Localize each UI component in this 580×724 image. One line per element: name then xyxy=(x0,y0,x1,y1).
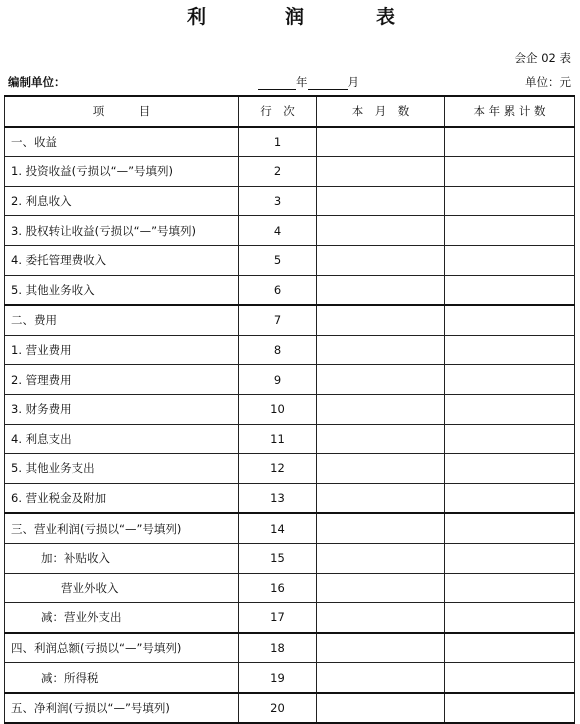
row-number: 16 xyxy=(239,573,317,603)
title-char: 润 xyxy=(285,6,305,28)
year-to-date-cell[interactable] xyxy=(445,245,575,275)
row-item-label: 四、利润总额(亏损以“—”号填列) xyxy=(5,633,239,663)
column-header-year-to-date: 本 年 累 计 数 xyxy=(445,96,575,127)
current-month-cell[interactable] xyxy=(317,305,445,335)
title-char: 表 xyxy=(376,6,396,28)
table-row xyxy=(5,424,575,454)
table-row xyxy=(5,693,575,724)
row-item-label: 3. 股权转让收益(亏损以“—”号填列) xyxy=(5,216,239,246)
column-header-row-no: 行 次 xyxy=(239,96,317,127)
row-number: 17 xyxy=(239,603,317,633)
row-item-label: 4. 委托管理费收入 xyxy=(5,245,239,275)
year-to-date-cell[interactable] xyxy=(445,424,575,454)
row-item-label: 二、费用 xyxy=(5,305,239,335)
row-number: 2 xyxy=(239,157,317,187)
row-item-label: 2. 利息收入 xyxy=(5,186,239,216)
current-month-cell[interactable] xyxy=(317,483,445,513)
row-number: 14 xyxy=(239,513,317,543)
row-number: 20 xyxy=(239,693,317,724)
row-item-label: 3. 财务费用 xyxy=(5,394,239,424)
current-month-cell[interactable] xyxy=(317,633,445,663)
current-month-cell[interactable] xyxy=(317,216,445,246)
row-item-label: 5. 其他业务支出 xyxy=(5,454,239,484)
row-item-label: 1. 营业费用 xyxy=(5,335,239,365)
month-blank[interactable] xyxy=(308,77,348,90)
row-item-label: 三、营业利润(亏损以“—”号填列) xyxy=(5,513,239,543)
table-row xyxy=(5,275,575,305)
form-code: 会企 02 表 xyxy=(514,51,571,65)
year-to-date-cell[interactable] xyxy=(445,186,575,216)
row-item-label: 5. 其他业务收入 xyxy=(5,275,239,305)
table-row xyxy=(5,157,575,187)
header-row xyxy=(5,96,575,127)
row-item-label: 减：所得税 xyxy=(5,663,239,693)
year-to-date-cell[interactable] xyxy=(445,483,575,513)
table-row xyxy=(5,335,575,365)
column-header-item: 项 目 xyxy=(5,96,239,127)
row-item-label: 2. 管理费用 xyxy=(5,365,239,395)
year-to-date-cell[interactable] xyxy=(445,394,575,424)
table-row xyxy=(5,483,575,513)
year-to-date-cell[interactable] xyxy=(445,543,575,573)
table-row xyxy=(5,663,575,693)
current-month-cell[interactable] xyxy=(317,127,445,157)
row-item-label: 营业外收入 xyxy=(5,573,239,603)
year-to-date-cell[interactable] xyxy=(445,157,575,187)
year-label: 年 xyxy=(296,75,308,89)
current-month-cell[interactable] xyxy=(317,275,445,305)
table-row xyxy=(5,365,575,395)
current-month-cell[interactable] xyxy=(317,424,445,454)
row-number: 5 xyxy=(239,245,317,275)
table-row xyxy=(5,394,575,424)
row-number: 4 xyxy=(239,216,317,246)
row-number: 12 xyxy=(239,454,317,484)
current-month-cell[interactable] xyxy=(317,157,445,187)
month-label: 月 xyxy=(347,75,359,89)
income-statement-table xyxy=(4,95,575,724)
row-number: 10 xyxy=(239,394,317,424)
row-number: 1 xyxy=(239,127,317,157)
current-month-cell[interactable] xyxy=(317,693,445,724)
row-item-label: 1. 投资收益(亏损以“—”号填列) xyxy=(5,157,239,187)
current-month-cell[interactable] xyxy=(317,365,445,395)
table-row xyxy=(5,305,575,335)
row-number: 7 xyxy=(239,305,317,335)
row-item-label: 6. 营业税金及附加 xyxy=(5,483,239,513)
row-item-label: 五、净利润(亏损以“—”号填列) xyxy=(5,693,239,724)
year-to-date-cell[interactable] xyxy=(445,335,575,365)
row-number: 13 xyxy=(239,483,317,513)
year-to-date-cell[interactable] xyxy=(445,603,575,633)
current-month-cell[interactable] xyxy=(317,394,445,424)
row-number: 19 xyxy=(239,663,317,693)
current-month-cell[interactable] xyxy=(317,245,445,275)
year-to-date-cell[interactable] xyxy=(445,633,575,663)
year-to-date-cell[interactable] xyxy=(445,663,575,693)
current-month-cell[interactable] xyxy=(317,335,445,365)
currency-unit: 单位：元 xyxy=(525,75,571,89)
year-to-date-cell[interactable] xyxy=(445,513,575,543)
table-row xyxy=(5,603,575,633)
table-row xyxy=(5,513,575,543)
year-to-date-cell[interactable] xyxy=(445,127,575,157)
table-row xyxy=(5,573,575,603)
year-to-date-cell[interactable] xyxy=(445,693,575,724)
table-row xyxy=(5,127,575,157)
document-title xyxy=(0,0,580,30)
current-month-cell[interactable] xyxy=(317,573,445,603)
table-row xyxy=(5,543,575,573)
current-month-cell[interactable] xyxy=(317,186,445,216)
row-number: 9 xyxy=(239,365,317,395)
year-to-date-cell[interactable] xyxy=(445,573,575,603)
year-to-date-cell[interactable] xyxy=(445,305,575,335)
current-month-cell[interactable] xyxy=(317,454,445,484)
row-number: 11 xyxy=(239,424,317,454)
row-item-label: 加：补贴收入 xyxy=(5,543,239,573)
title-char: 利 xyxy=(187,6,207,28)
year-to-date-cell[interactable] xyxy=(445,216,575,246)
unit-label: 编制单位： xyxy=(8,75,66,89)
row-item-label: 一、收益 xyxy=(5,127,239,157)
column-header-current-month: 本 月 数 xyxy=(317,96,445,127)
table-row xyxy=(5,216,575,246)
year-to-date-cell[interactable] xyxy=(445,365,575,395)
year-blank[interactable] xyxy=(258,77,296,90)
row-number: 6 xyxy=(239,275,317,305)
row-number: 18 xyxy=(239,633,317,663)
current-month-cell[interactable] xyxy=(317,663,445,693)
row-number: 3 xyxy=(239,186,317,216)
current-month-cell[interactable] xyxy=(317,513,445,543)
table-row xyxy=(5,186,575,216)
year-to-date-cell[interactable] xyxy=(445,454,575,484)
table-row xyxy=(5,633,575,663)
current-month-cell[interactable] xyxy=(317,543,445,573)
row-number: 15 xyxy=(239,543,317,573)
report-date xyxy=(258,74,359,90)
row-item-label: 4. 利息支出 xyxy=(5,424,239,454)
row-item-label: 减：营业外支出 xyxy=(5,603,239,633)
table-row xyxy=(5,454,575,484)
year-to-date-cell[interactable] xyxy=(445,275,575,305)
table-row xyxy=(5,245,575,275)
current-month-cell[interactable] xyxy=(317,603,445,633)
row-number: 8 xyxy=(239,335,317,365)
